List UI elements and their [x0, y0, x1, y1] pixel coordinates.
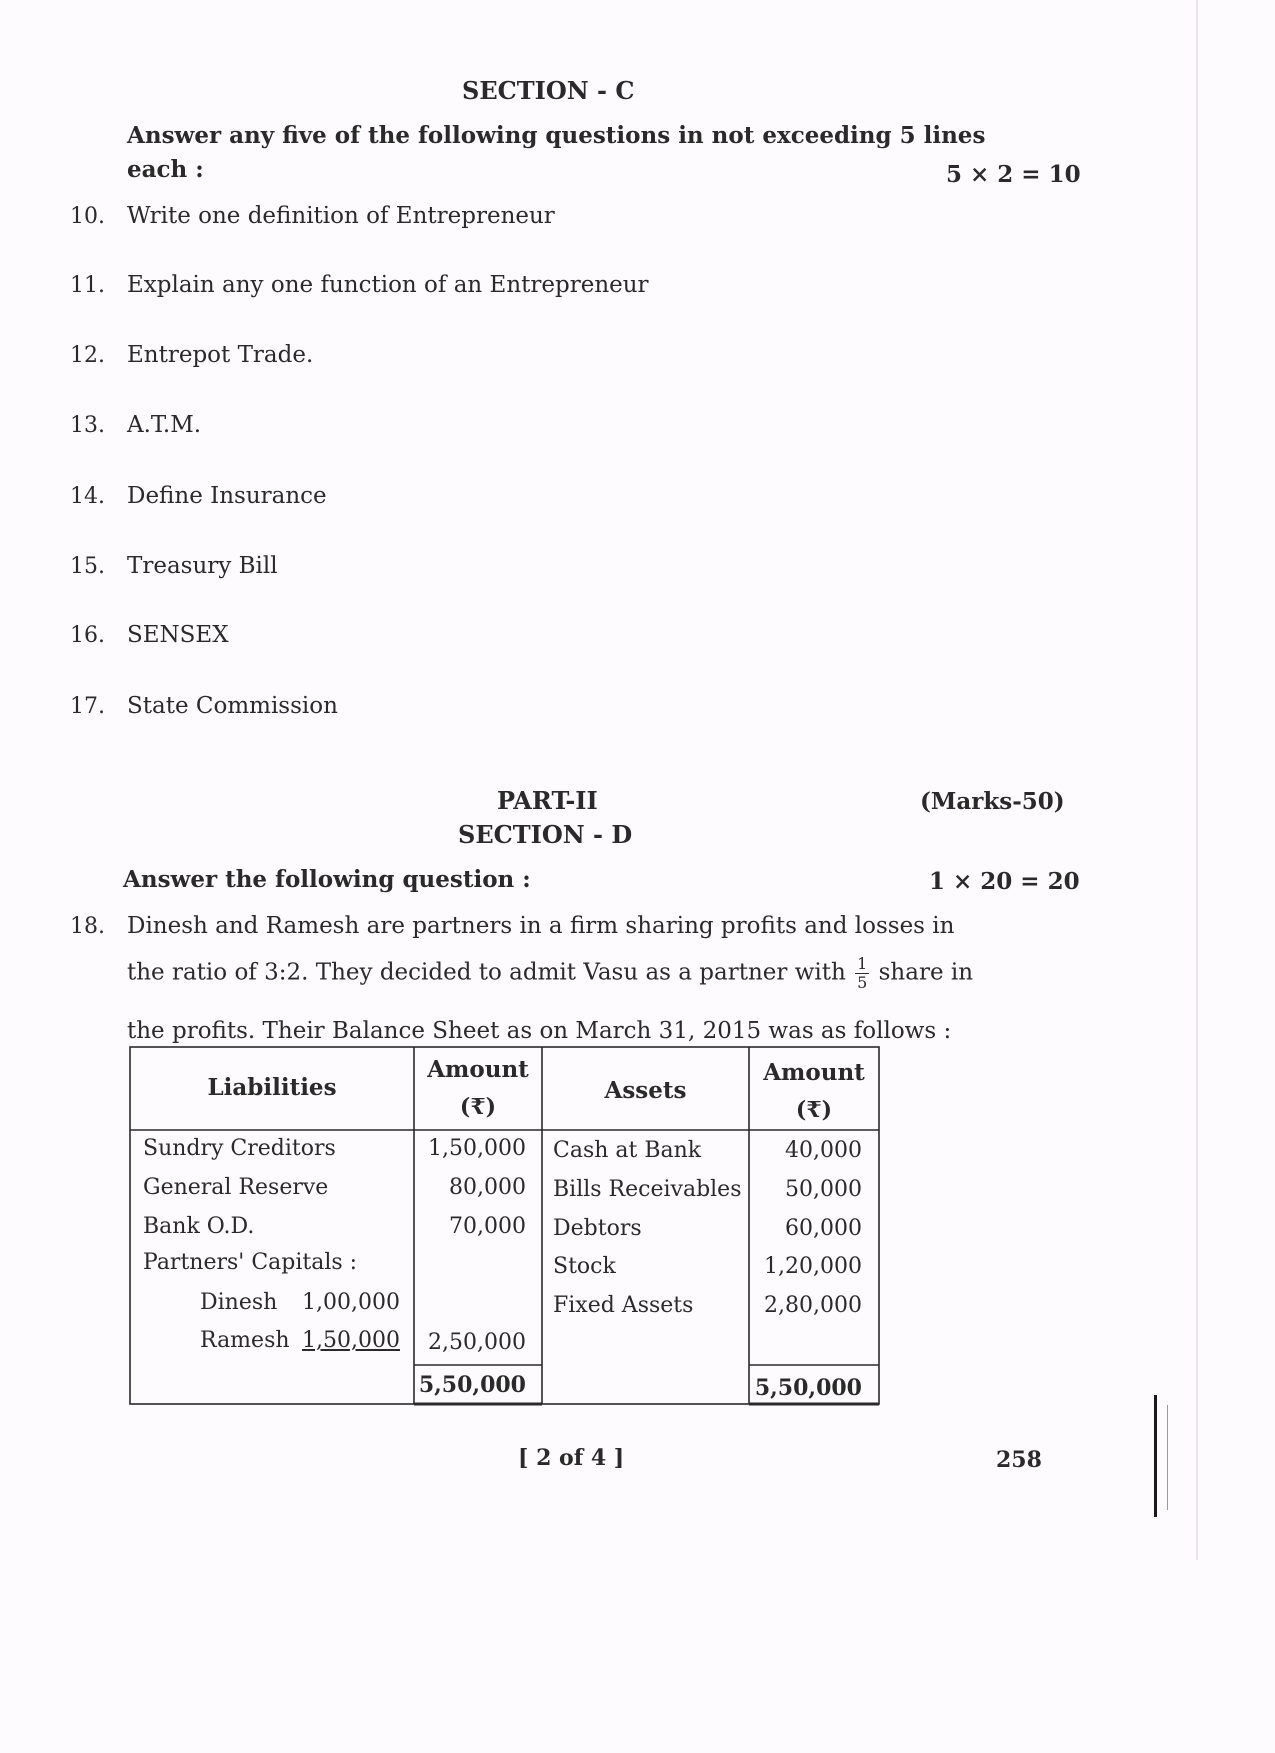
total-assets: 5,50,000	[754, 1375, 862, 1401]
capital-name: Dinesh	[200, 1290, 278, 1315]
capital-name: Ramesh	[200, 1328, 290, 1353]
question-18-line3: the profits. Their Balance Sheet as on March 31, 2015 was as follows :	[127, 1018, 952, 1044]
question-18-line2-b: share in	[878, 959, 974, 986]
header-rupee-assets: (₹)	[795, 1097, 833, 1123]
question-18-line1: Dinesh and Ramesh are partners in a firm sharing profits and losses in	[127, 913, 955, 939]
section-c-title: SECTION - C	[462, 76, 635, 105]
question-text: A.T.M.	[127, 412, 202, 438]
asset-amount: 2,80,000	[764, 1293, 862, 1318]
liability-amount: 70,000	[449, 1214, 526, 1239]
asset-label: Fixed Assets	[553, 1293, 694, 1318]
header-assets: Assets	[604, 1077, 687, 1104]
liability-label: Partners' Capitals :	[143, 1250, 358, 1275]
header-liabilities: Liabilities	[207, 1074, 337, 1101]
liability-label: Sundry Creditors	[143, 1136, 336, 1161]
question-text: Treasury Bill	[127, 553, 278, 579]
section-c-instruction-line1: Answer any five of the following questions in not exceeding 5 lines	[127, 122, 986, 149]
header-amount-assets: Amount	[763, 1059, 865, 1086]
section-c-marks: 5 × 2 = 10	[946, 161, 1081, 188]
capital-value: 1,00,000	[302, 1290, 400, 1315]
liability-amount: 80,000	[449, 1175, 526, 1200]
fraction-numerator: 1	[857, 954, 868, 973]
question-text: SENSEX	[127, 622, 229, 648]
asset-amount: 60,000	[785, 1216, 862, 1241]
question-number: 11.	[70, 273, 105, 298]
capital-total: 2,50,000	[428, 1330, 526, 1355]
question-text: State Commission	[127, 693, 338, 719]
section-d-marks: 1 × 20 = 20	[929, 868, 1080, 895]
total-liabilities: 5,50,000	[418, 1372, 526, 1398]
page-number: [ 2 of 4 ]	[518, 1445, 625, 1471]
header-rupee-liabilities: (₹)	[459, 1094, 497, 1120]
question-number: 13.	[70, 413, 105, 438]
asset-label: Bills Receivables	[553, 1177, 742, 1202]
header-amount-liabilities: Amount	[427, 1056, 529, 1083]
paper-code: 258	[996, 1447, 1042, 1473]
question-number: 10.	[70, 204, 105, 229]
binding-mark	[1154, 1395, 1157, 1517]
section-c-instruction-line2: each :	[127, 156, 204, 183]
asset-amount: 1,20,000	[764, 1254, 862, 1279]
question-text: Define Insurance	[127, 483, 327, 509]
question-number: 16.	[70, 623, 105, 648]
asset-amount: 40,000	[785, 1138, 862, 1163]
liability-label: General Reserve	[143, 1175, 329, 1200]
asset-label: Debtors	[553, 1216, 642, 1241]
question-number: 12.	[70, 343, 105, 368]
question-18-line2-a: the ratio of 3:2. They decided to admit Vasu as a partner with	[127, 959, 846, 986]
part2-marks: (Marks-50)	[920, 788, 1065, 815]
question-text: Explain any one function of an Entrepreneur	[127, 272, 649, 298]
question-number: 14.	[70, 484, 105, 509]
fraction-denominator: 5	[857, 973, 868, 992]
section-d-instruction: Answer the following question :	[123, 866, 531, 893]
question-text: Entrepot Trade.	[127, 342, 314, 368]
liability-label: Bank O.D.	[143, 1214, 255, 1239]
capital-value: 1,50,000	[302, 1328, 400, 1353]
question-number: 15.	[70, 554, 105, 579]
question-number: 17.	[70, 694, 105, 719]
binding-mark-faint	[1167, 1405, 1168, 1510]
question-number: 18.	[70, 914, 105, 939]
section-d-title: SECTION - D	[458, 820, 633, 849]
liability-amount: 1,50,000	[428, 1136, 526, 1161]
asset-amount: 50,000	[785, 1177, 862, 1202]
question-text: Write one definition of Entrepreneur	[127, 203, 555, 229]
asset-label: Cash at Bank	[553, 1138, 702, 1163]
asset-label: Stock	[553, 1254, 616, 1279]
part2-title: PART-II	[497, 786, 598, 815]
